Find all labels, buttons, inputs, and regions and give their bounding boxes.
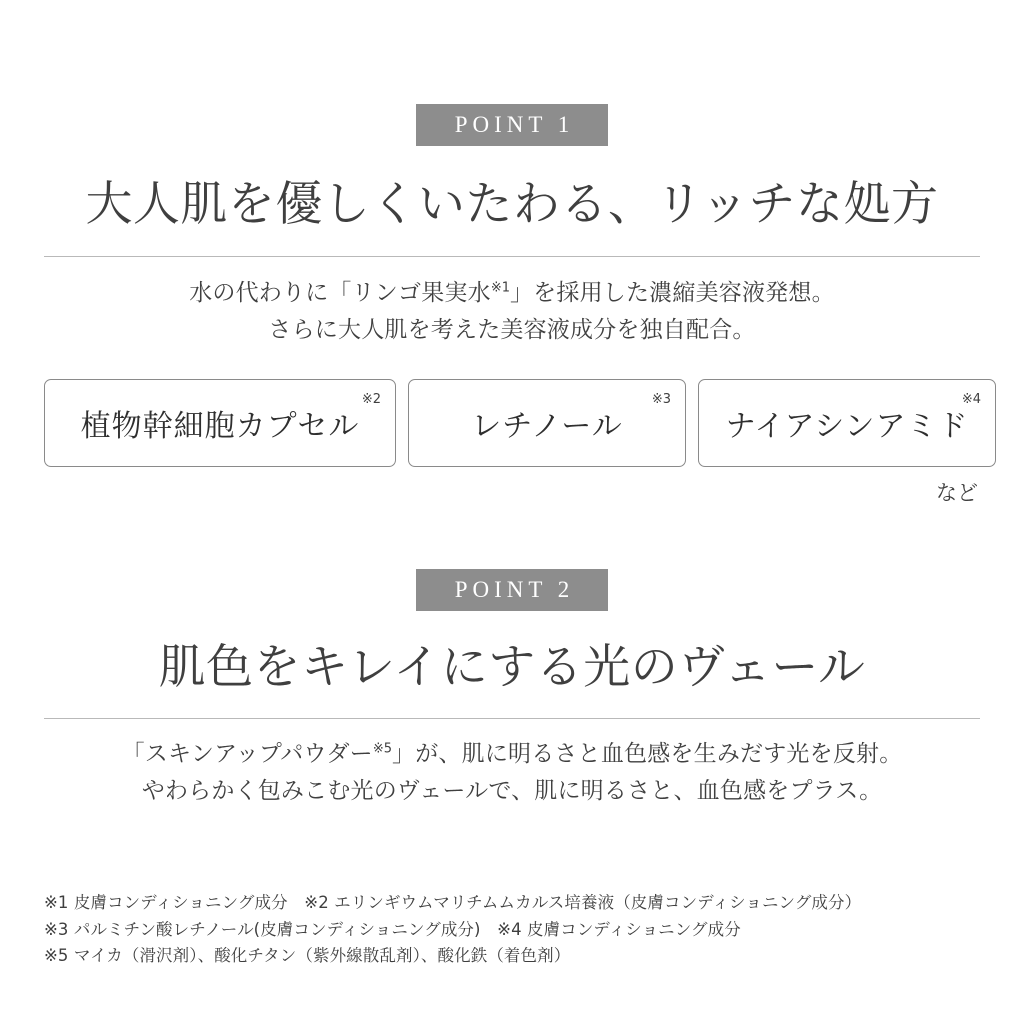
point1-body-line-1 xyxy=(44,275,980,312)
point1-line2-pre: さらに大人肌を考えた美容液成分を独自配合。 xyxy=(268,317,756,343)
footnotes xyxy=(44,890,980,970)
point1-title: 大人肌を優しくいたわる、リッチな処方 xyxy=(85,177,939,232)
ingredient-box xyxy=(44,379,396,467)
point2-body-line-2 xyxy=(44,773,980,810)
footnote-line: ※3 パルミチン酸レチノール(皮膚コンディショニング成分) ※4 皮膚コンディショニング成分 xyxy=(44,919,741,939)
ingredient-label: レチノール xyxy=(471,410,623,444)
footnote-line: ※5 マイカ（滑沢剤）、酸化チタン（紫外線散乱剤）、酸化鉄（着色剤） xyxy=(44,946,571,966)
point2-badge: POINT 2 xyxy=(416,569,609,611)
point2-body-line-1 xyxy=(44,736,980,773)
point1-body xyxy=(44,275,980,350)
point1-body-line-2 xyxy=(44,312,980,349)
ingredient-label: ナイアシンアミド xyxy=(725,410,969,444)
point2-badge-row xyxy=(44,569,980,611)
point1-line1-pre: 水の代わりに「リンゴ果実水 xyxy=(189,279,491,306)
ingredient-box-list xyxy=(44,379,980,467)
ingredient-footnote-marker: ※4 xyxy=(961,392,981,408)
point2-line2-pre: やわらかく包みこむ光のヴェールで、肌に明るさと、血色感をプラス。 xyxy=(141,778,883,805)
point2-body xyxy=(44,736,980,811)
footnote-line: ※1 皮膚コンディショニング成分 ※2 エリンギウムマリチムムカルス培養液（皮膚コンディショニング成分） xyxy=(44,892,862,912)
point2-line1-sup: ※5 xyxy=(372,741,393,757)
ingredient-box xyxy=(698,379,996,467)
point2-line1-pre: 「スキンアップパウダー xyxy=(121,741,373,767)
point2-title: 肌色をキレイにする光のヴェール xyxy=(158,640,866,696)
point2-line1-post: 」が、肌に明るさと血色感を生みだす光を反射。 xyxy=(392,741,903,767)
ingredient-label: 植物幹細胞カプセル xyxy=(80,410,360,444)
point1-badge-row xyxy=(44,104,980,146)
ingredient-footnote-marker: ※2 xyxy=(361,392,381,408)
point1-line1-sup: ※1 xyxy=(490,280,510,296)
point1-badge: POINT 1 xyxy=(416,104,609,146)
point1-line1-post: 」を採用した濃縮美容液発想。 xyxy=(509,279,835,306)
ingredient-footnote-marker: ※3 xyxy=(651,392,671,408)
ingredient-box xyxy=(408,379,686,467)
ingredient-suffix: など xyxy=(936,481,978,506)
